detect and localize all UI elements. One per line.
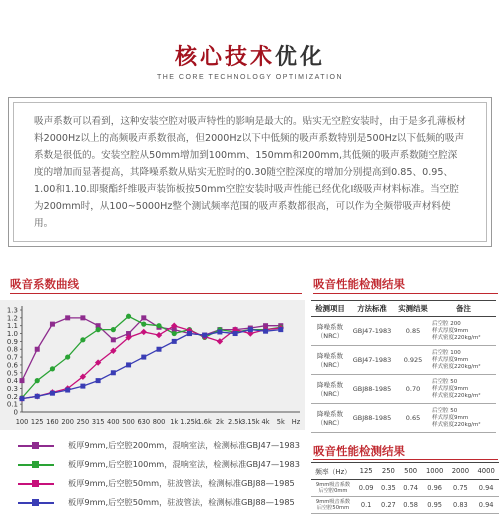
standard-cell: GBJ88-1985 — [349, 404, 395, 433]
legend-entry — [18, 459, 308, 478]
x-tick-label: 630 — [137, 418, 151, 426]
results-table-row — [311, 404, 496, 433]
x-tick-label: Hz — [291, 418, 301, 426]
legend-marker-swatch — [32, 480, 39, 487]
coefficient-cell: 0.75 — [448, 480, 474, 497]
intro-text: 吸声系数可以看到，这种安装空腔对吸声特性的影响是最大的。贴实无空腔安装时，由于是多孔薄板材料2000Hz以上的高频吸声系数很高，但2000Hz以下中低频的吸声系数特别是500Hz以下低频的吸声系数是很低的。安装空腔从50mm增加到100mm、150mm和200mm,其低频的吸声系数随空腔深度的增加而显著提高，其降噪系数从贴实无腔时的0.30随空腔深度的增加分别提高到0.85、0.95、1.00和1.10.即聚酯纤维吸声装饰板按50mm空腔安装时吸声性能已经优化I级吸声材料标准。当空腔为200mm时，从100~5000Hz整个测试频率范围的吸声系数都很高，可以作为全频带吸声材料使用。 — [34, 116, 466, 229]
frequency-data-row — [311, 480, 499, 497]
y-tick-label: 0.2 — [6, 392, 18, 401]
data-point — [96, 378, 101, 383]
data-point — [141, 355, 146, 360]
y-tick-label: 0.7 — [6, 353, 18, 362]
y-tick-label: 0.6 — [6, 361, 18, 370]
coefficient-cell: 0.96 — [422, 480, 448, 497]
data-point — [217, 329, 222, 334]
frequency-cell: 125 — [355, 463, 377, 480]
frequency-cell: 500 — [400, 463, 422, 480]
y-tick-label: 0 — [13, 408, 18, 417]
data-point — [172, 331, 177, 336]
item-cell: 降噪系数（NRC） — [311, 346, 349, 375]
coefficient-cell: 0.95 — [422, 497, 448, 514]
x-tick-label: 500 — [122, 418, 135, 426]
table2-underline — [313, 459, 498, 460]
item-cell: 降噪系数（NRC） — [311, 317, 349, 346]
data-point — [141, 329, 147, 335]
coefficient-cell: 0.35 — [377, 480, 399, 497]
data-point — [35, 378, 40, 383]
x-tick-label: 2.5k — [227, 418, 243, 426]
standard-cell: GBJ47-1983 — [349, 317, 395, 346]
results-table-body — [311, 317, 496, 433]
data-point — [278, 327, 283, 332]
chart-legend — [18, 440, 308, 516]
frequency-cell: 2000 — [448, 463, 474, 480]
x-tick-label: 100 — [15, 418, 29, 426]
x-tick-label: 1.6k — [197, 418, 212, 426]
table2-title: 吸音性能检测结果 — [313, 444, 405, 458]
intro-box — [8, 97, 492, 247]
x-tick-label: 250 — [76, 418, 90, 426]
col-header-standard: 方法标准 — [349, 301, 395, 317]
data-point — [157, 347, 162, 352]
y-tick-label: 1.1 — [6, 322, 18, 331]
series-line — [22, 330, 281, 399]
y-tick-label: 0.1 — [6, 400, 18, 409]
legend-label: 板厚9mm,后空腔200mm，混响室法，检测标准GBJ47—1983 — [68, 440, 300, 450]
data-point — [248, 327, 253, 332]
legend-marker-swatch — [32, 442, 39, 449]
y-tick-label: 1.0 — [6, 330, 18, 339]
results-table-row — [311, 317, 496, 346]
x-tick-label: 160 — [46, 418, 59, 426]
legend-label: 板厚9mm,后空腔100mm，混响室法，检测标准GBJ47—1983 — [68, 459, 300, 469]
data-point — [80, 384, 85, 389]
standard-cell: GBJ88-1985 — [349, 375, 395, 404]
x-tick-label: 800 — [152, 418, 166, 426]
title-highlight: 核心技术 — [174, 45, 275, 70]
data-point — [35, 347, 40, 352]
frequency-header-row — [311, 463, 499, 480]
data-point — [111, 370, 116, 375]
page-title — [0, 40, 500, 71]
result-cell: 0.70 — [395, 375, 431, 404]
data-point — [126, 362, 131, 367]
y-tick-label: 0.3 — [6, 384, 18, 393]
data-point — [80, 337, 85, 342]
data-point — [111, 327, 116, 332]
results-table-header — [311, 301, 496, 317]
coefficient-cell: 0.83 — [448, 497, 474, 514]
frequency-table-body — [311, 463, 499, 514]
data-point — [20, 378, 25, 383]
data-point — [141, 322, 146, 327]
y-tick-label: 0.4 — [6, 377, 18, 386]
absorption-chart — [0, 300, 305, 436]
data-point — [65, 388, 70, 393]
coefficient-cell: 0.74 — [400, 480, 422, 497]
series-line — [22, 318, 281, 381]
legend-entry — [18, 440, 308, 459]
notes-cell: 后空腔 50 样式厚度9mm 样式密度220kg/m² — [431, 404, 496, 433]
result-cell: 0.925 — [395, 346, 431, 375]
legend-marker-swatch — [32, 461, 39, 468]
data-point — [233, 331, 238, 336]
row-label-cell: 9mm吸音系数 后空腔0mm — [311, 480, 355, 497]
data-point — [96, 327, 101, 332]
data-point — [202, 333, 207, 338]
y-tick-label: 1.2 — [6, 314, 18, 323]
data-point — [80, 315, 85, 320]
coefficient-cell: 0.1 — [355, 497, 377, 514]
x-tick-label: 1k — [170, 418, 179, 426]
intro-inner-border — [13, 102, 487, 242]
frequency-data-row — [311, 497, 499, 514]
x-tick-label: 1.25k — [180, 418, 199, 426]
row-label-cell: 9mm吸音系数 后空腔50mm — [311, 497, 355, 514]
frequency-table — [311, 462, 499, 514]
standard-cell: GBJ47-1983 — [349, 346, 395, 375]
coefficient-cell: 0.09 — [355, 480, 377, 497]
results-table-row — [311, 375, 496, 404]
data-point — [50, 391, 55, 396]
data-point — [263, 329, 268, 334]
page-subtitle: THE CORE TECHNOLOGY OPTIMIZATION — [156, 74, 344, 81]
data-point — [172, 339, 177, 344]
notes-cell: 后空腔 100 样式厚度9mm 样式密度220kg/m² — [431, 346, 496, 375]
y-tick-label: 0.5 — [6, 369, 18, 378]
coefficient-cell: 0.27 — [377, 497, 399, 514]
data-point — [156, 323, 161, 328]
legend-entry — [18, 478, 308, 497]
x-tick-label: 315 — [91, 418, 105, 426]
x-tick-label: 3.15k — [241, 418, 260, 426]
data-point — [35, 394, 40, 399]
result-cell: 0.85 — [395, 317, 431, 346]
data-point — [20, 396, 25, 401]
item-cell: 降噪系数（NRC） — [311, 375, 349, 404]
coefficient-cell: 0.94 — [473, 497, 499, 514]
frequency-label-cell: 频率（Hz） — [311, 463, 355, 480]
legend-marker-swatch — [32, 499, 39, 506]
item-cell: 降噪系数（NRC） — [311, 404, 349, 433]
legend-label: 板厚9mm,后空腔50mm，驻波管法，检测标准GBJ88—1985 — [68, 478, 295, 488]
col-header-item: 检测项目 — [311, 301, 349, 317]
frequency-cell: 1000 — [422, 463, 448, 480]
y-tick-label: 0.9 — [6, 337, 18, 346]
results-table-row — [311, 346, 496, 375]
data-point — [111, 337, 116, 342]
data-point — [126, 314, 131, 319]
x-tick-label: 4k — [261, 418, 270, 426]
coefficient-cell: 0.94 — [473, 480, 499, 497]
data-point — [187, 331, 192, 336]
chart-section-underline — [10, 293, 302, 294]
coefficient-cell: 0.58 — [400, 497, 422, 514]
x-tick-label: 5k — [276, 418, 285, 426]
data-point — [50, 322, 55, 327]
notes-cell: 后空腔 50 样式厚度9mm 样式密度220kg/m² — [431, 375, 496, 404]
x-tick-label: 2k — [215, 418, 224, 426]
data-point — [141, 315, 146, 320]
data-point — [65, 354, 70, 359]
data-point — [50, 366, 55, 371]
header — [0, 0, 500, 90]
y-tick-label: 1.3 — [6, 306, 18, 315]
col-header-result: 实测结果 — [395, 301, 431, 317]
data-point — [156, 332, 162, 338]
notes-cell: 后空腔 200 样式厚度9mm 样式密度220kg/m² — [431, 317, 496, 346]
col-header-notes: 备注 — [431, 301, 496, 317]
legend-entry — [18, 497, 308, 516]
table1-title: 吸音性能检测结果 — [313, 277, 405, 291]
x-tick-label: 200 — [61, 418, 74, 426]
x-tick-label: 400 — [107, 418, 120, 426]
chart-section-title: 吸音系数曲线 — [10, 277, 79, 291]
frequency-cell: 250 — [377, 463, 399, 480]
y-tick-label: 0.8 — [6, 345, 18, 354]
frequency-cell: 4000 — [473, 463, 499, 480]
title-rest: 优化 — [275, 45, 326, 70]
result-cell: 0.65 — [395, 404, 431, 433]
table1-underline — [313, 293, 498, 294]
results-table — [311, 300, 496, 433]
data-point — [65, 315, 70, 320]
x-tick-label: 125 — [30, 418, 44, 426]
legend-label: 板厚9mm,后空腔50mm，驻波管法，检测标准GBJ88—1985 — [68, 497, 295, 507]
